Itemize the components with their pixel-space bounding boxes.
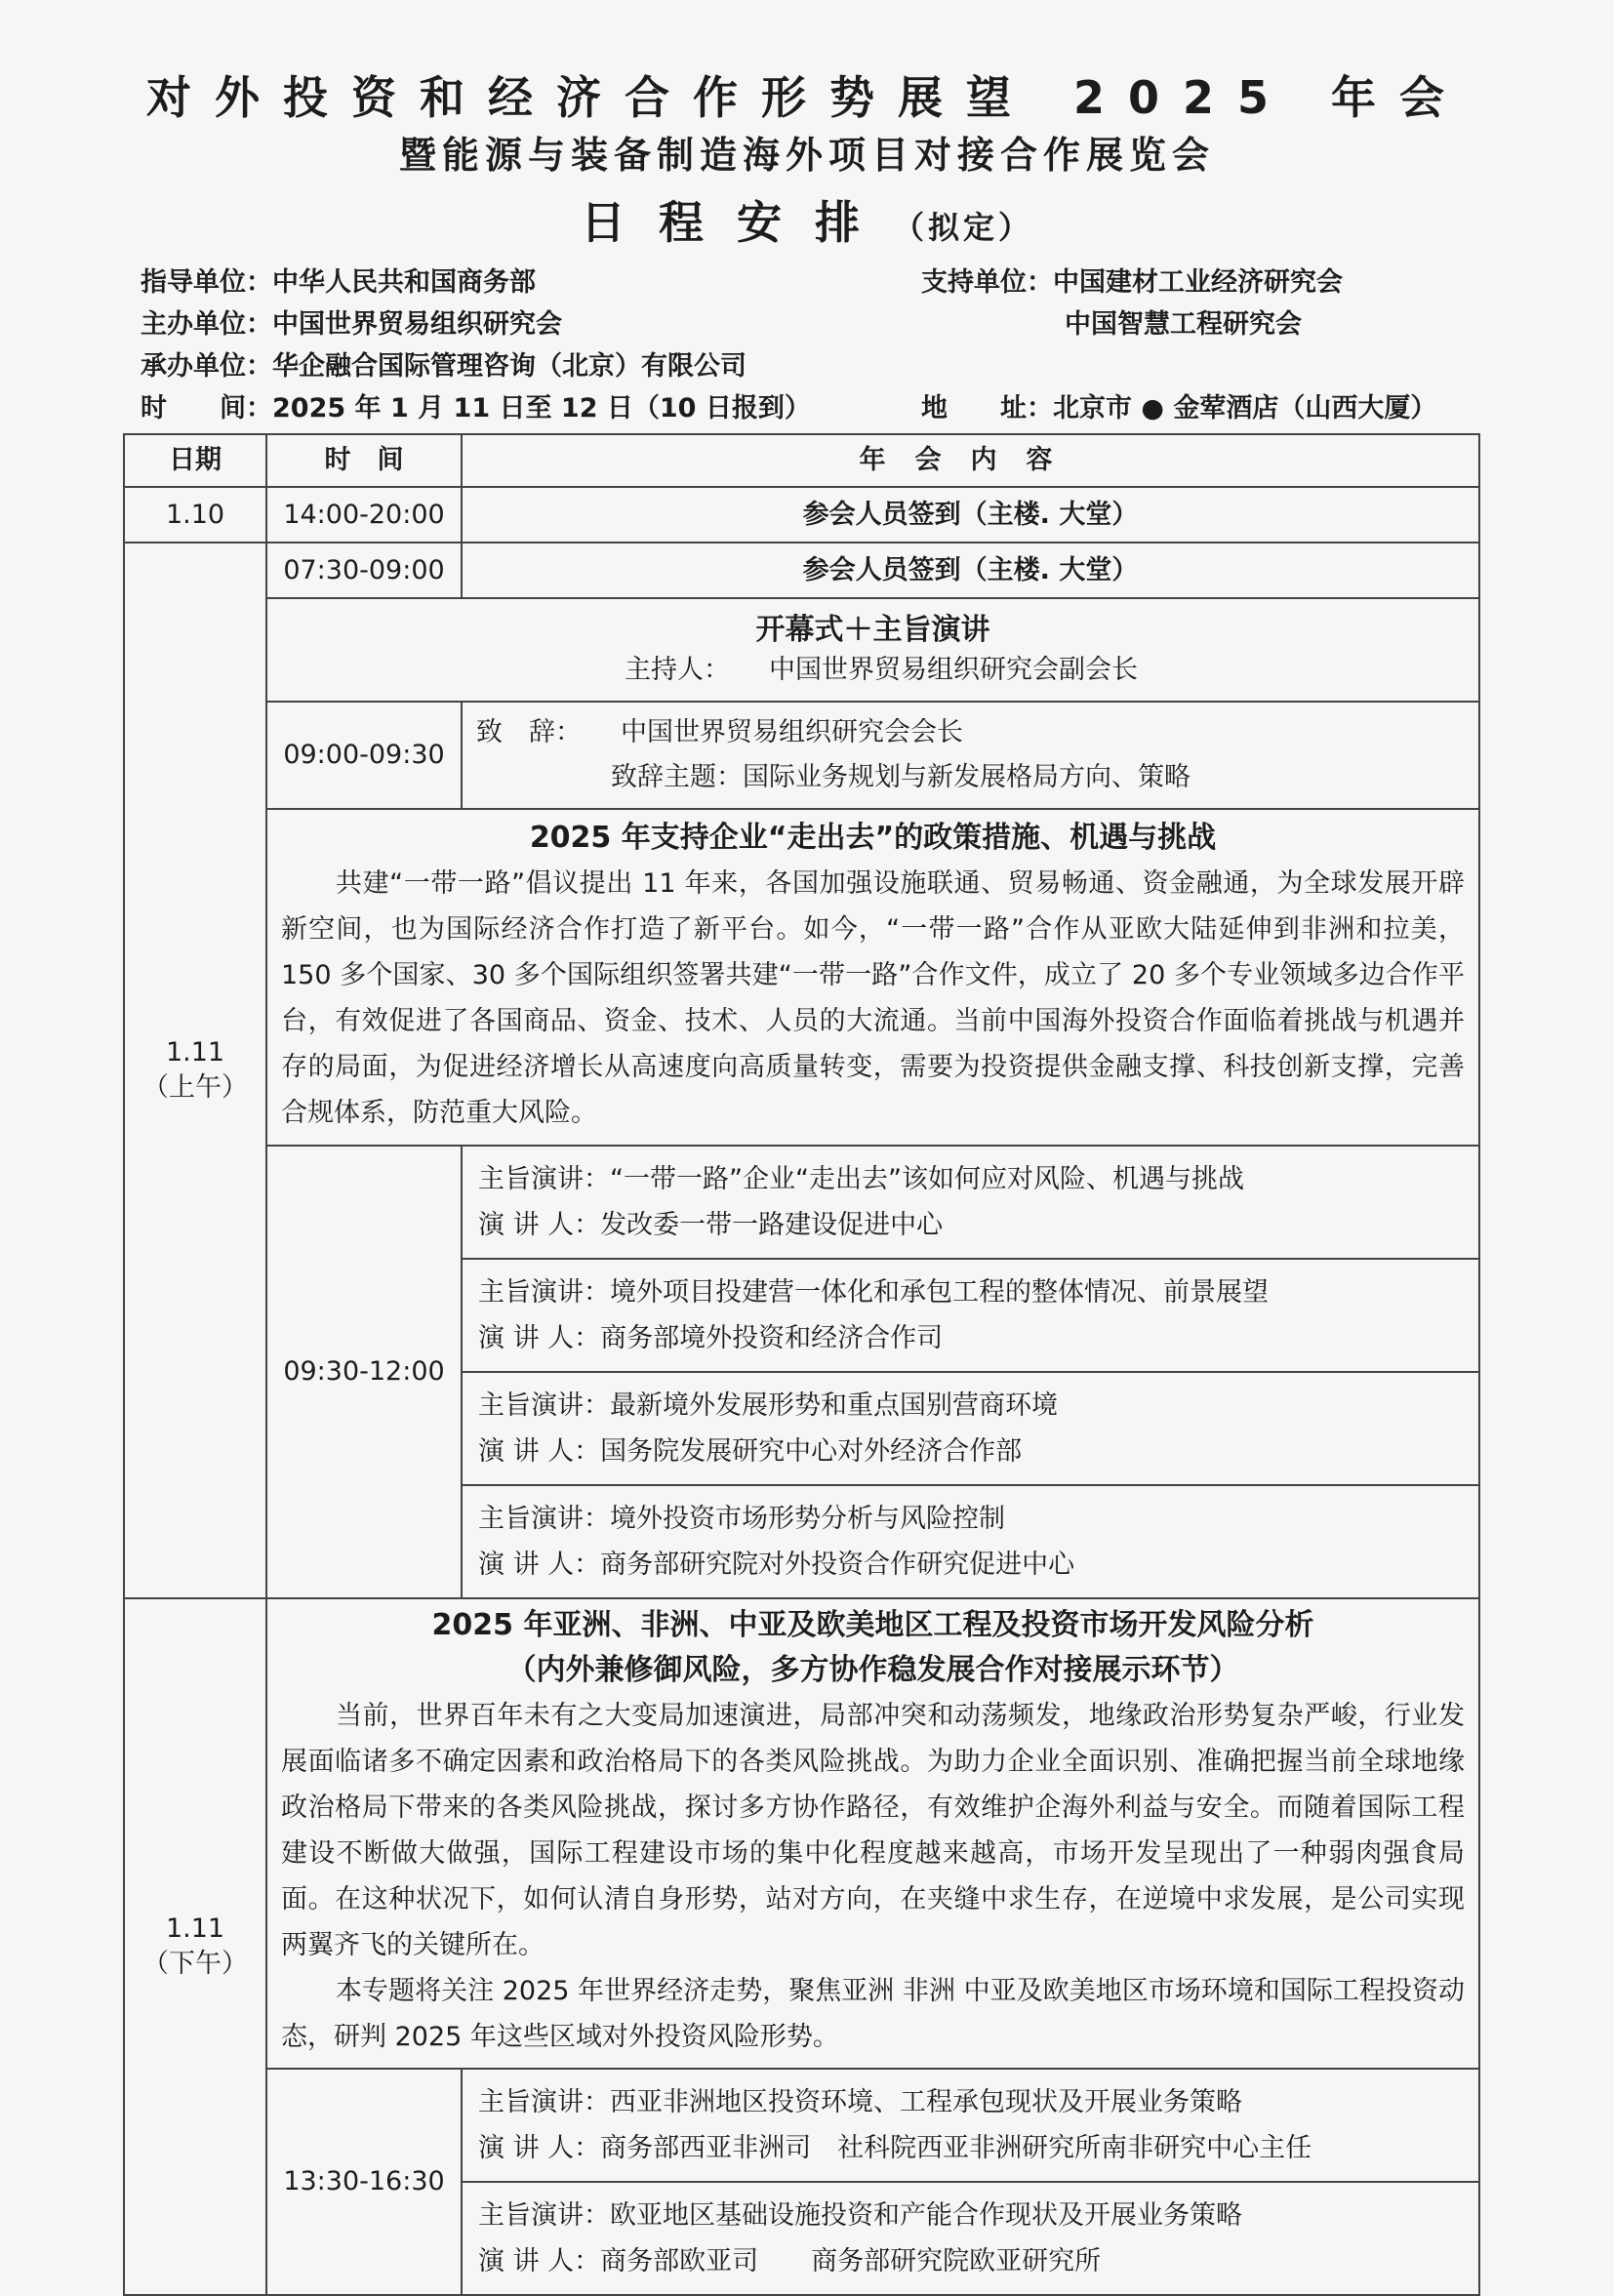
col-content-header: 年会内容 <box>462 434 1479 487</box>
meta-guide-value: 中华人民共和国商务部 <box>272 267 536 298</box>
time-cell: 13:30-16:30 <box>266 2069 462 2295</box>
host-label: 主持人： <box>625 655 730 685</box>
keynote-speaker-label: 演 讲 人： <box>478 1323 601 1353</box>
meta-host-value: 中国世界贸易组织研究会 <box>272 309 562 340</box>
keynote-speaker: 商务部研究院对外投资合作研究促进中心 <box>600 1550 1075 1580</box>
risk-section-paragraph-1: 当前，世界百年未有之大变局加速演进，局部冲突和动荡频发，地缘政治形势复杂严峻，行业发展面临诸多不确定因素和政治格局下的各类风险挑战。为助力企业全面识别、准确把握当前全球地缘政治格局下带来的各类风险挑战，探讨多方协作路径，有效维护企海外利益与安全。而随着国际工程建设不断做大做强，国际工程建设市场的集中化程度越来越高，市场开发呈现出了一种弱肉强食局面。在这种状况下，如何认清自身形势，站对方向，在夹缝中求生存，在逆境中求发展，是公司实现两翼齐飞的关键所在。 <box>281 1701 1465 1960</box>
keynote-item <box>463 2070 1478 2183</box>
keynote-topic: 欧亚地区基础设施投资和产能合作现状及开展业务策略 <box>610 2200 1242 2231</box>
keynote-speaker-label: 演 讲 人： <box>478 2246 601 2276</box>
theme-label: 致辞主题： <box>611 762 743 792</box>
meta-organizer-label: 承办单位： <box>141 351 272 382</box>
keynote-speaker-label: 演 讲 人： <box>478 1210 601 1240</box>
meta-host <box>141 307 562 342</box>
keynote-speaker: 发改委一带一路建设促进中心 <box>600 1210 944 1240</box>
schedule-table <box>123 433 1480 2296</box>
risk-section-cell <box>266 1598 1479 2069</box>
meta-guide-label: 指导单位： <box>141 267 272 298</box>
meta-guide <box>141 265 536 301</box>
theme-value: 国际业务规划与新发展格局方向、策略 <box>743 762 1190 792</box>
table-row <box>124 809 1479 1146</box>
date-cell: 1.10 <box>124 487 266 543</box>
host-value: 中国世界贸易组织研究会副会长 <box>769 655 1138 685</box>
title-draft-note: （拟定） <box>892 209 1033 246</box>
keynote-topic: 境外项目投建营一体化和承包工程的整体情况、前景展望 <box>610 1277 1269 1308</box>
keynote-item <box>463 1486 1478 1597</box>
keynote-topic-label: 主旨演讲： <box>478 2087 610 2117</box>
keynote-item <box>463 1260 1478 1373</box>
meta-place-label: 地 址： <box>921 393 1053 423</box>
theme-line <box>476 755 1465 800</box>
table-row <box>124 487 1479 543</box>
title-line-1: 对外投资和经济合作形势展望 2025 年会 <box>145 71 1469 124</box>
time-cell: 09:30-12:00 <box>266 1146 462 1598</box>
table-header-row <box>124 434 1479 487</box>
opening-cell <box>266 598 1479 702</box>
keynote-topic: 最新境外发展形势和重点国别营商环境 <box>610 1390 1058 1421</box>
date-period: （上午） <box>142 1072 248 1103</box>
keynote-speaker: 商务部境外投资和经济合作司 <box>600 1323 944 1353</box>
content-cell: 参会人员签到（主楼. 大堂） <box>462 543 1479 598</box>
title-schedule: 日程安排 <box>580 196 893 249</box>
table-row <box>124 2069 1479 2295</box>
keynote-speaker-label: 演 讲 人： <box>478 1550 601 1580</box>
keynote-topic: “一带一路”企业“走出去”该如何应对风险、机遇与挑战 <box>610 1164 1244 1194</box>
meta-time <box>141 391 811 426</box>
meta-organizer-value: 华企融合国际管理咨询（北京）有限公司 <box>272 351 746 382</box>
keynote-topic-label: 主旨演讲： <box>478 1277 610 1308</box>
risk-section-paragraph-2: 本专题将关注 2025 年世界经济走势，聚焦亚洲 非洲 中亚及欧美地区市场环境和国际工程投资动态，研判 2025 年这些区域对外投资风险形势。 <box>281 1976 1465 2052</box>
table-row <box>124 1146 1479 1598</box>
meta-time-label: 时 间： <box>141 393 272 423</box>
date-value: 1.11 <box>165 1913 225 1944</box>
opening-speech-cell <box>462 702 1479 809</box>
speech-value: 中国世界贸易组织研究会会长 <box>621 717 963 747</box>
meta-support <box>921 265 1343 301</box>
meta-support-value-2: 中国智慧工程研究会 <box>1065 309 1302 340</box>
keynote-speaker-label: 演 讲 人： <box>478 2133 601 2163</box>
meta-support-value-1: 中国建材工业经济研究会 <box>1053 267 1343 298</box>
keynote-speaker: 国务院发展研究中心对外经济合作部 <box>600 1436 1023 1467</box>
pm-keynotes-cell <box>462 2069 1479 2295</box>
keynote-speaker: 商务部欧亚司 商务部研究院欧亚研究所 <box>600 2246 1102 2276</box>
keynote-topic-label: 主旨演讲： <box>478 1390 610 1421</box>
content-cell: 参会人员签到（主楼. 大堂） <box>462 487 1479 543</box>
table-row <box>124 598 1479 702</box>
policy-section-paragraph: 共建“一带一路”倡议提出 11 年来，各国加强设施联通、贸易畅通、资金融通，为全球发展开辟新空间，也为国际经济合作打造了新平台。如今，“一带一路”合作从亚欧大陆延伸到非洲和拉美，150 多个国家、30 多个国际组织签署共建“一带一路”合作文件，成立了 20 多个专业领域多边合作平台，有效促进了各国商品、资金、技术、人员的大流通。当前中国海外投资合作面临着挑战与机遇并存的局面，为促进经济增长从高速度向高质量转变，需要为投资提供金融支撑、科技创新支撑，完善合规体系，防范重大风险。 <box>281 867 1465 1128</box>
am-keynotes-cell <box>462 1146 1479 1598</box>
meta-organizer <box>141 349 746 384</box>
keynote-item <box>463 2183 1478 2294</box>
meta-host-label: 主办单位： <box>141 309 272 340</box>
time-cell: 14:00-20:00 <box>266 487 462 543</box>
meta-place <box>921 391 1436 426</box>
table-row <box>124 543 1479 598</box>
keynote-topic: 西亚非洲地区投资环境、工程承包现状及开展业务策略 <box>610 2087 1242 2117</box>
speech-label: 致 辞： <box>476 717 582 747</box>
keynote-item <box>463 1147 1478 1260</box>
speech-line <box>476 710 1465 755</box>
keynote-topic-label: 主旨演讲： <box>478 1164 610 1194</box>
date-cell-am <box>124 543 266 1598</box>
date-value: 1.11 <box>165 1037 225 1067</box>
meta-support-label: 支持单位： <box>921 267 1053 298</box>
col-date-header: 日期 <box>124 434 266 487</box>
policy-section-cell <box>266 809 1479 1146</box>
policy-section-title: 2025 年支持企业“走出去”的政策措施、机遇与挑战 <box>529 820 1217 855</box>
title-line-3 <box>0 193 1614 257</box>
opening-host <box>267 653 1478 694</box>
table-row <box>124 1598 1479 2069</box>
time-cell: 09:00-09:30 <box>266 702 462 809</box>
col-time-header: 时 间 <box>266 434 462 487</box>
table-row <box>124 702 1479 809</box>
risk-section-title-2: （内外兼修御风险，多方协作稳发展合作对接展示环节） <box>506 1653 1239 1687</box>
keynote-topic-label: 主旨演讲： <box>478 2200 610 2231</box>
title-line-2: 暨能源与装备制造海外项目对接合作展览会 <box>398 134 1215 177</box>
meta-time-value: 2025 年 1 月 11 日至 12 日（10 日报到） <box>272 393 811 423</box>
risk-section-title-1: 2025 年亚洲、非洲、中亚及欧美地区工程及投资市场开发风险分析 <box>431 1608 1314 1642</box>
keynote-speaker: 商务部西亚非洲司 社科院西亚非洲研究所南非研究中心主任 <box>600 2133 1312 2163</box>
keynote-topic: 境外投资市场形势分析与风险控制 <box>610 1504 1005 1534</box>
time-cell: 07:30-09:00 <box>266 543 462 598</box>
date-cell-pm <box>124 1598 266 2295</box>
keynote-item <box>463 1373 1478 1486</box>
opening-title: 开幕式＋主旨演讲 <box>755 613 990 647</box>
meta-place-value: 北京市 ● 金荤酒店（山西大厦） <box>1053 393 1437 423</box>
keynote-speaker-label: 演 讲 人： <box>478 1436 601 1467</box>
date-period: （下午） <box>142 1949 248 1979</box>
keynote-topic-label: 主旨演讲： <box>478 1504 610 1534</box>
